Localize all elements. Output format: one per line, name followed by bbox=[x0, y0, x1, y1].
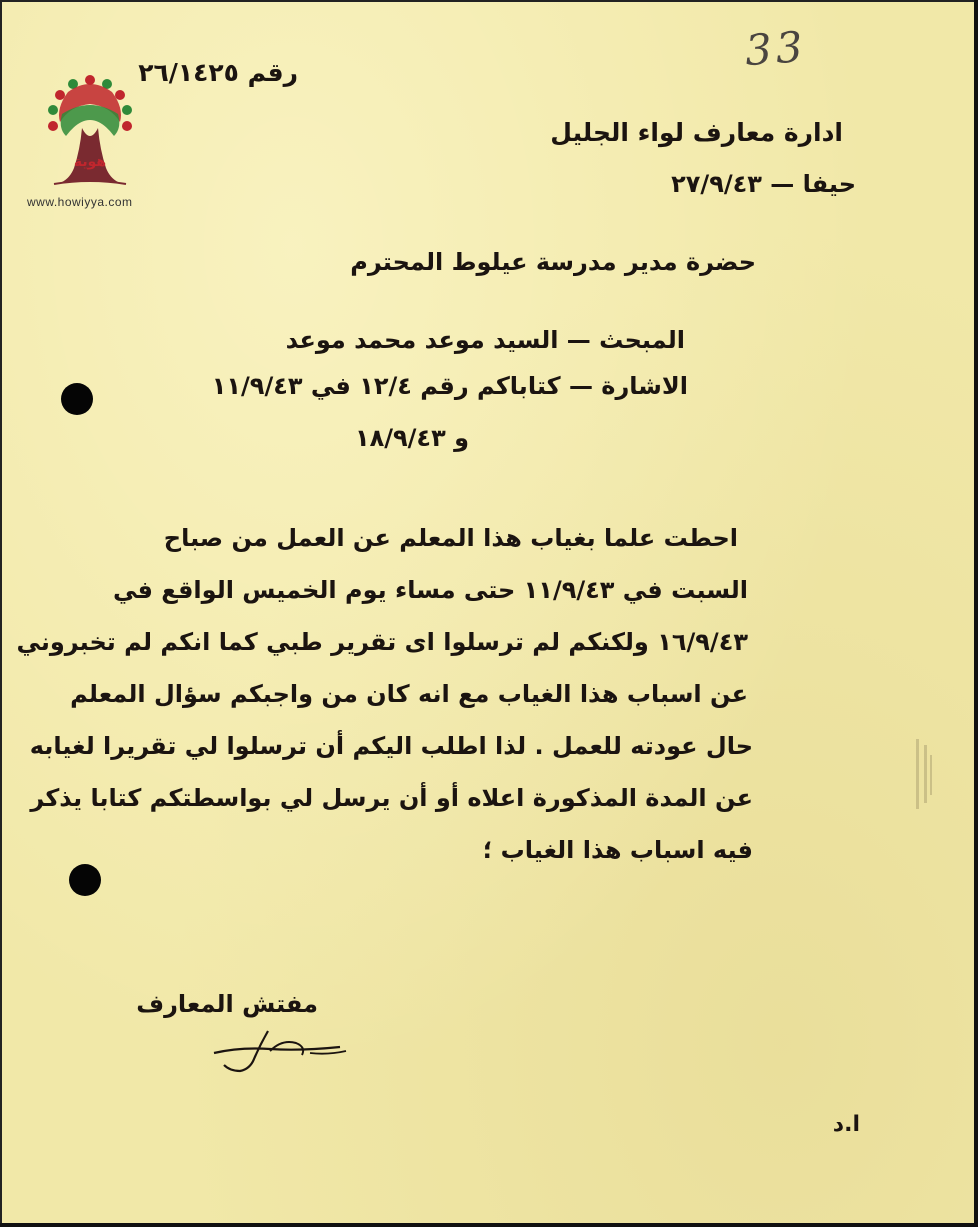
subject-line: المبحث — السيد موعد محمد موعد bbox=[285, 326, 685, 354]
body-line-2: السبت في ١١/٩/٤٣ حتى مساء يوم الخميس الواقع في bbox=[112, 576, 748, 604]
howiyya-logo-icon bbox=[40, 70, 140, 195]
body-line-1: احطت علما بغياب هذا المعلم عن العمل من صباح bbox=[163, 524, 738, 552]
body-line-4: عن اسباب هذا الغياب مع انه كان من واجبكم سؤال المعلم bbox=[70, 680, 748, 708]
header-place-date: حيفا — ٢٧/٩/٤٣ bbox=[671, 170, 856, 198]
scan-edge-bottom bbox=[0, 1223, 978, 1227]
body-line-6: عن المدة المذكورة اعلاه أو أن يرسل لي بواسطتكم كتابا يذكر bbox=[30, 784, 753, 812]
punch-hole-bottom bbox=[69, 864, 101, 896]
footer-initials: ا.د bbox=[832, 1112, 860, 1137]
logo-text: هوية bbox=[73, 154, 107, 170]
body-line-7: فيه اسباب هذا الغياب ؛ bbox=[482, 836, 753, 864]
body-line-3: ١٦/٩/٤٣ ولكنكم لم ترسلوا اى تقرير طبي كما انكم لم تخبروني bbox=[16, 628, 748, 656]
addressee: حضرة مدير مدرسة عيلوط المحترم bbox=[350, 248, 756, 276]
signature-title: مفتش المعارف bbox=[136, 990, 318, 1018]
header-office: ادارة معارف لواء الجليل bbox=[550, 118, 843, 147]
scan-edge-left bbox=[0, 0, 2, 1227]
punch-hole-top bbox=[61, 383, 93, 415]
faint-stamp-mark bbox=[912, 735, 936, 815]
reference-line-1: الاشارة — كتاباكم رقم ١٢/٤ في ١١/٩/٤٣ bbox=[211, 372, 688, 400]
scan-edge-right bbox=[974, 0, 978, 1227]
scan-edge-top bbox=[0, 0, 978, 2]
reference-line-2: و ١٨/٩/٤٣ bbox=[354, 424, 469, 452]
pencil-page-number: 33 bbox=[743, 21, 809, 76]
handwritten-signature bbox=[210, 1025, 350, 1075]
watermark-url: www.howiyya.com bbox=[27, 195, 133, 209]
body-line-5: حال عودته للعمل . لذا اطلب اليكم أن ترسلوا لي تقريرا لغيابه bbox=[29, 732, 753, 760]
reference-number: رقم ٢٦/١٤٢٥ bbox=[138, 58, 298, 87]
